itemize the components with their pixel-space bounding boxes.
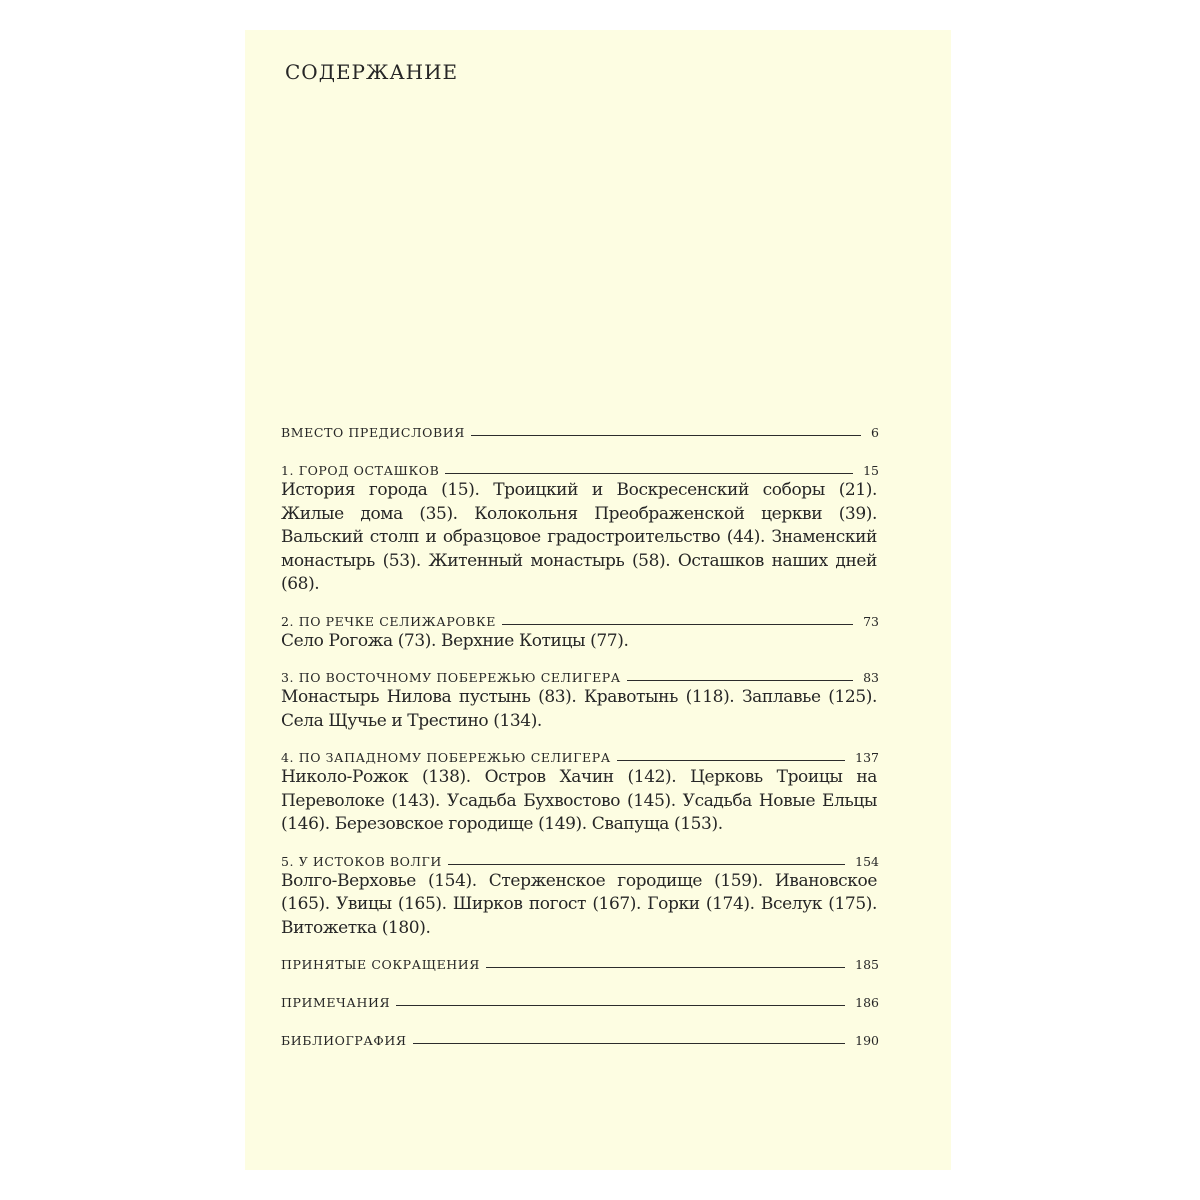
toc-page-number: 190 [855,1033,879,1048]
toc-heading: 4. ПО ЗАПАДНОМУ ПОБЕРЕЖЬЮ СЕЛИГЕРА [281,750,611,765]
toc-page-number: 186 [855,995,879,1010]
leader-line [502,624,853,625]
toc-heading: ВМЕСТО ПРЕДИСЛОВИЯ [281,425,465,440]
toc-heading-line [281,667,879,685]
leader-line [445,473,853,474]
toc-page-number: 137 [855,750,879,765]
leader-line [486,967,845,968]
toc-description: Монастырь Нилова пустынь (83). Кравотынь (118). Заплавье (125). Села Щучье и Трестино (134). [281,687,877,731]
table-of-contents [281,422,879,1068]
toc-description: Николо-Рожок (138). Остров Хачин (142). Церковь Троицы на Переволоке (143). Усадьба Бухвостово (145). Усадьба Новые Ельцы (146). Березовское городище (149). Свапуща (153). [281,767,877,834]
leader-line [471,435,861,436]
toc-entry-chapter-5 [281,851,879,941]
toc-page-number: 154 [855,853,879,869]
toc-description: История города (15). Троицкий и Воскресенский соборы (21). Жилые дома (35). Колокольня Преображенской церкви (39). Вальский столп и образцовое градостроительство (44). Знаменский монастырь (53). Житенный монастырь (58). Осташков наших дней (68). [281,480,877,594]
toc-heading: ПРИМЕЧАНИЯ [281,995,391,1010]
toc-heading: ПРИНЯТЫЕ СОКРАЩЕНИЯ [281,957,480,972]
toc-heading-line [281,851,879,869]
toc-description: Волго-Верховье (154). Стерженское городище (159). Ивановское (165). Увицы (165). Ширков погост (167). Горки (174). Вселук (175). Витожетка (180). [281,870,877,938]
toc-heading-line [281,992,879,1010]
leader-line [617,760,845,761]
toc-heading: 2. ПО РЕЧКЕ СЕЛИЖАРОВКЕ [281,613,496,629]
toc-entry-chapter-2 [281,611,879,654]
leader-line [413,1043,846,1044]
toc-heading-line [281,611,879,629]
toc-heading-line [281,747,879,765]
toc-entry-bibliography [281,1030,879,1048]
toc-page-number: 73 [863,613,879,629]
toc-page-number: 6 [871,425,879,440]
toc-entry-chapter-1 [281,460,879,597]
toc-entry-chapter-3 [281,667,879,733]
toc-entry-chapter-4 [281,747,879,837]
toc-heading: 5. У ИСТОКОВ ВОЛГИ [281,853,442,869]
toc-heading-line [281,1030,879,1048]
toc-heading: 3. ПО ВОСТОЧНОМУ ПОБЕРЕЖЬЮ СЕЛИГЕРА [281,670,621,685]
toc-heading-line [281,954,879,972]
toc-page-number: 185 [855,957,879,972]
toc-heading: БИБЛИОГРАФИЯ [281,1033,407,1048]
toc-page-number: 15 [863,463,879,478]
toc-description: Село Рогожа (73). Верхние Котицы (77). [281,630,629,651]
book-page [245,30,951,1170]
leader-line [396,1005,845,1006]
page-title: СОДЕРЖАНИЕ [285,60,459,84]
leader-line [627,680,853,681]
toc-heading-line [281,422,879,440]
toc-entry-notes [281,992,879,1010]
toc-heading: 1. ГОРОД ОСТАШКОВ [281,463,440,478]
toc-entry-abbreviations [281,954,879,972]
toc-entry-preface [281,422,879,440]
toc-page-number: 83 [863,670,879,685]
leader-line [448,864,845,865]
toc-heading-line [281,460,879,478]
